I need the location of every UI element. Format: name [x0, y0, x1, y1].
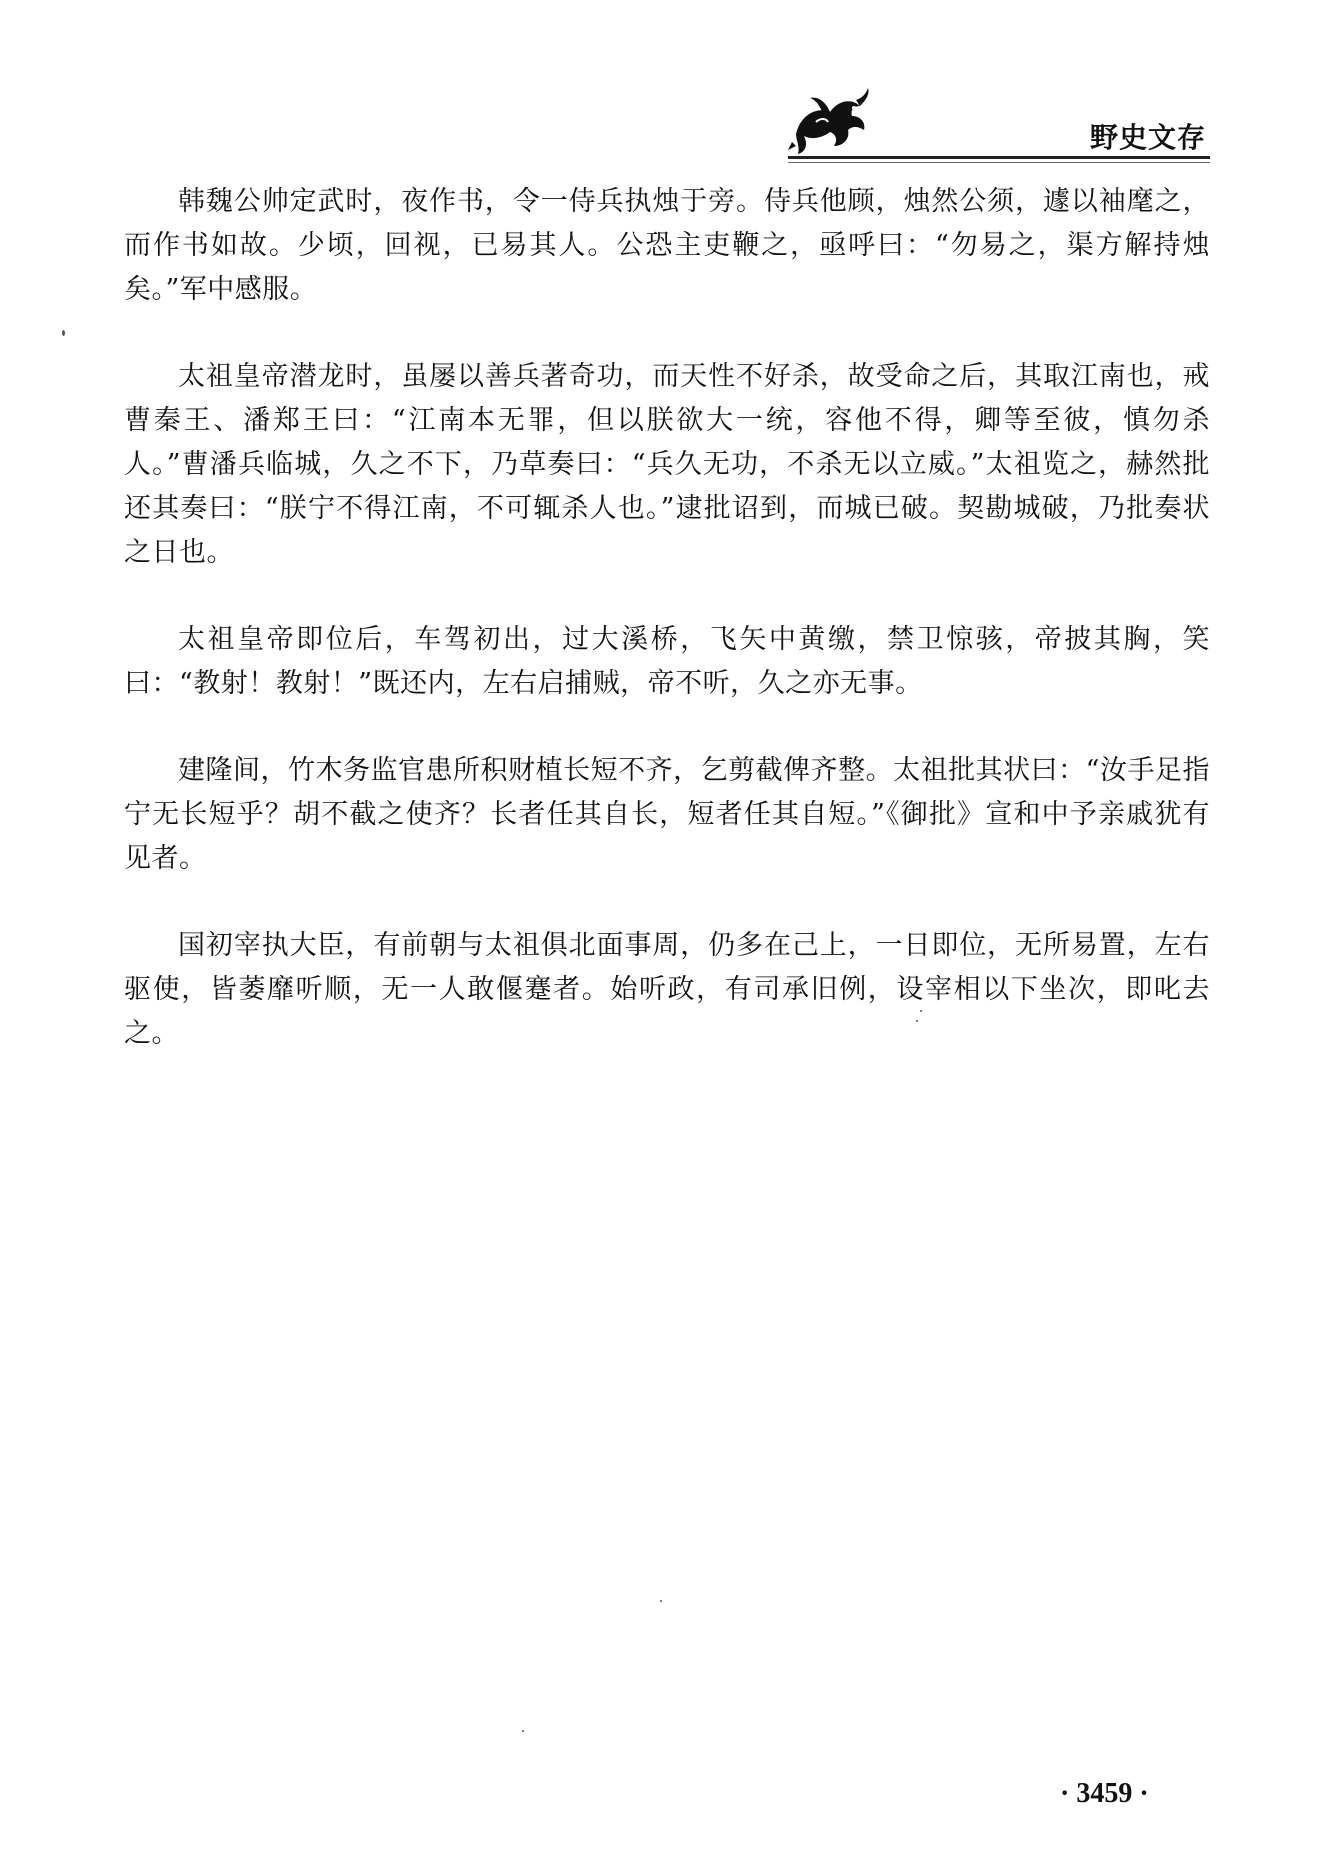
scan-speck [920, 1010, 922, 1012]
paragraph-1: 韩魏公帅定武时，夜作书，令一侍兵执烛于旁。侍兵他顾，烛然公须，遽以袖麾之，而作书如故。少顷，回视，已易其人。公恐主吏鞭之，亟呼曰：“勿易之，渠方解持烛矣。”军中感服。 [124, 186, 1210, 305]
page-number: · 3459 · [1060, 1778, 1149, 1809]
paragraph-2: 太祖皇帝潜龙时，虽屡以善兵著奇功，而天性不好杀，故受命之后，其取江南也，戒曹秦王、潘郑王曰：“江南本无罪，但以朕欲大一统，容他不得，卿等至彼，慎勿杀人。”曹潘兵临城，久之不下，乃草奏曰：“兵久无功，不杀无以立威。”太祖览之，赫然批还其奏曰：“朕宁不得江南，不可辄杀人也。”逮批诏到，而城已破。契勘城破，乃批奏状之日也。 [124, 361, 1210, 568]
running-header [786, 86, 1210, 162]
dragon-emblem-icon [786, 86, 872, 158]
paragraph-3: 太祖皇帝即位后，车驾初出，过大溪桥，飞矢中黄缴，禁卫惊骇，帝披其胸，笑曰：“教射！教射！”既还内，左右启捕贼，帝不听，久之亦无事。 [124, 624, 1210, 699]
scan-speck [916, 1020, 918, 1022]
main-text [124, 180, 1210, 1099]
series-title: 野史文存 [1089, 121, 1206, 154]
header-rule-thin [788, 162, 1210, 163]
scan-speck [660, 1600, 662, 1602]
scan-speck [62, 330, 65, 336]
scan-speck [522, 1730, 524, 1732]
paragraph-5: 国初宰执大臣，有前朝与太祖俱北面事周，仍多在己上，一日即位，无所易置，左右驱使，皆萎靡听顺，无一人敢偃蹇者。始听政，有司承旧例，设宰相以下坐次，即叱去之。 [124, 930, 1210, 1049]
paragraph-4: 建隆间，竹木务监官患所积财植长短不齐，乞剪截俾齐整。太祖批其状曰：“汝手足指宁无长短乎？胡不截之使齐？长者任其自长，短者任其自短。”《御批》宣和中予亲戚犹有见者。 [124, 755, 1210, 874]
header-rule [788, 156, 1210, 159]
